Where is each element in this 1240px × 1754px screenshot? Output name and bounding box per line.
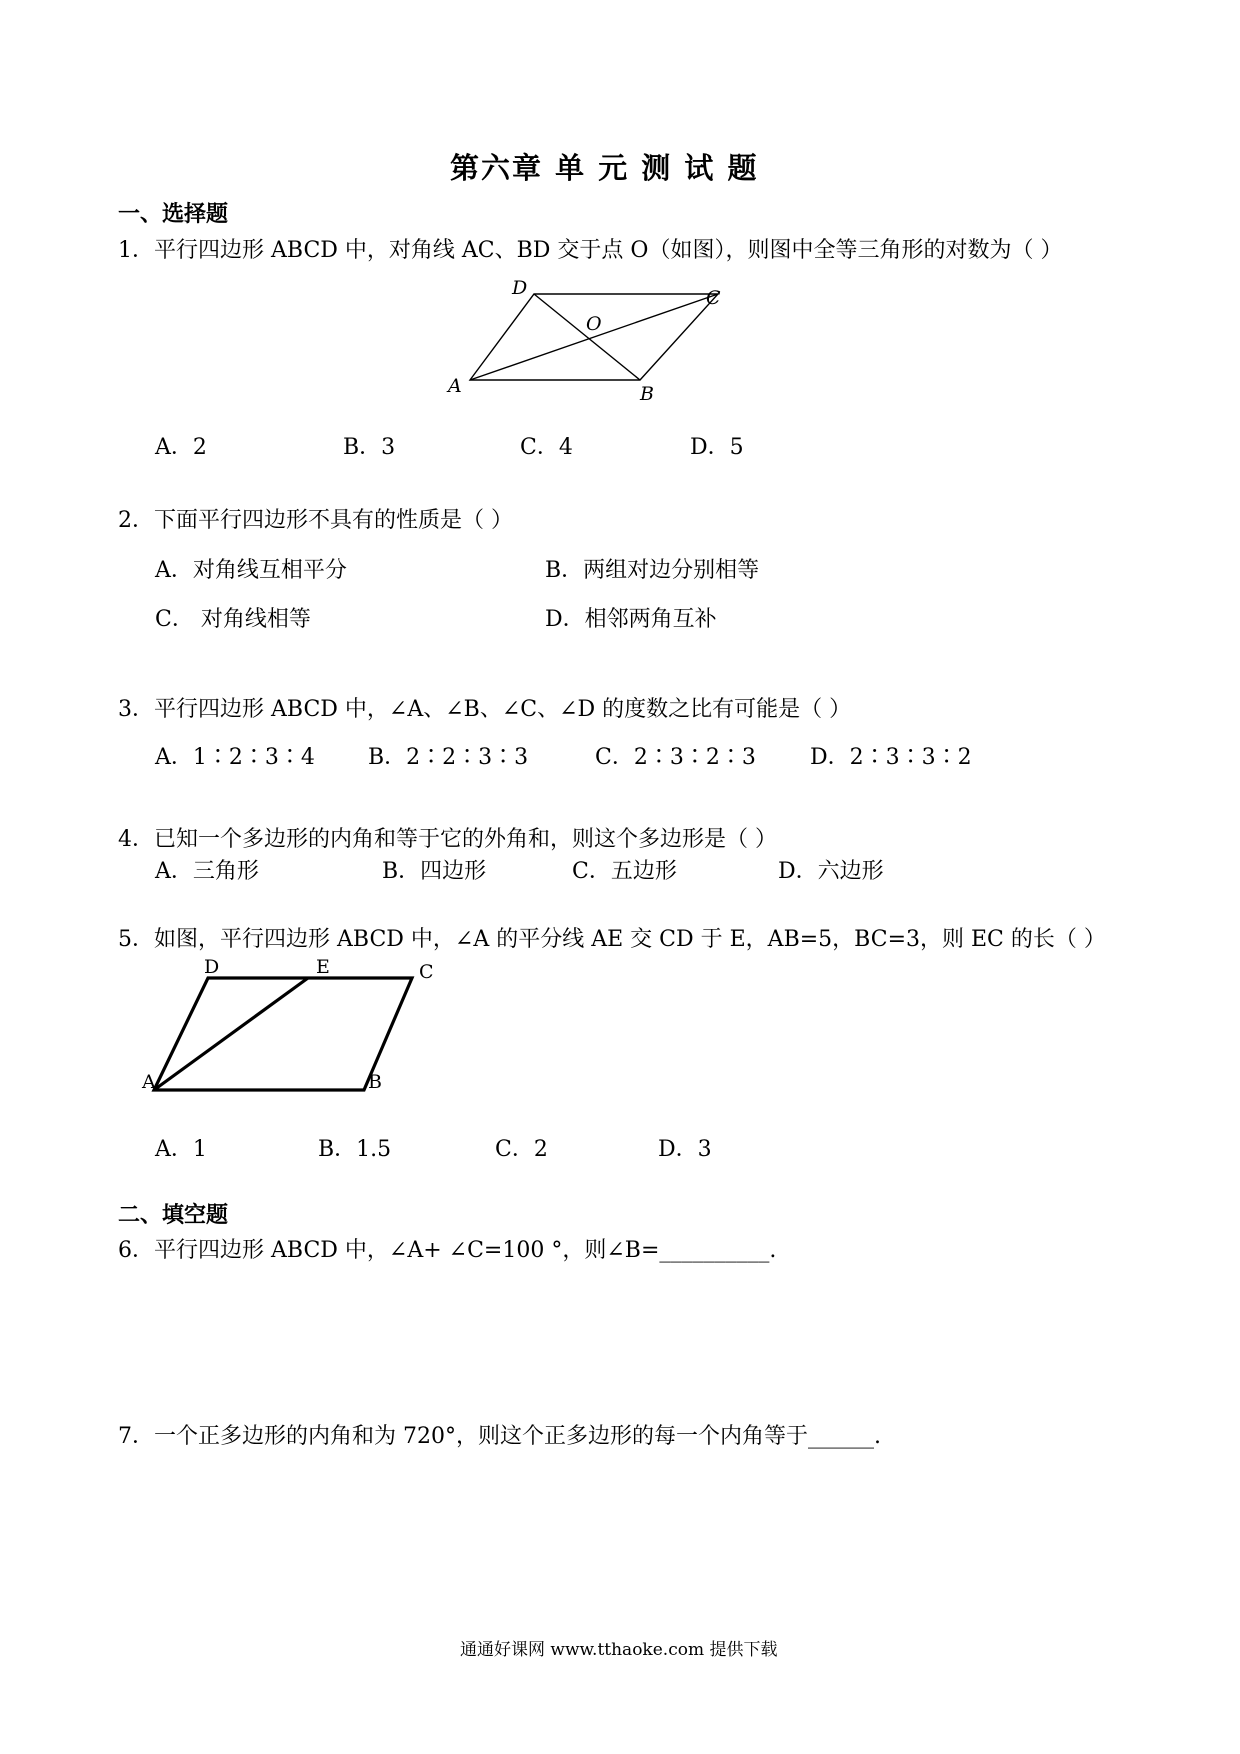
question-4-text: 4．已知一个多边形的内角和等于它的外角和，则这个多边形是（ ） xyxy=(118,827,777,852)
page-footer: 通通好课网 www.tthaoke.com 提供下载 xyxy=(460,1640,778,1660)
q1-option-a: A．2 xyxy=(155,435,207,460)
q5-option-c: C．2 xyxy=(495,1137,548,1162)
q1-vertex-label-c: C xyxy=(706,287,721,309)
q1-parallelogram-figure xyxy=(440,278,750,410)
q2-option-b: B．两组对边分别相等 xyxy=(545,558,760,583)
question-6-text: 6．平行四边形 ABCD 中，∠A+ ∠C=100 °，则∠B=__________. xyxy=(118,1238,777,1263)
q3-option-a: A．1∶2∶3∶4 xyxy=(155,745,315,770)
q5-point-label-e: E xyxy=(316,958,330,978)
q5-vertex-label-b: B xyxy=(368,1071,382,1093)
q4-option-c: C．五边形 xyxy=(572,859,677,884)
q5-bisector-ae xyxy=(154,978,308,1090)
q2-option-a: A．对角线互相平分 xyxy=(155,558,347,583)
q3-option-c: C．2∶3∶2∶3 xyxy=(595,745,756,770)
q1-vertex-label-d: D xyxy=(512,278,528,299)
q1-vertex-label-a: A xyxy=(448,375,462,397)
section-heading-fill-blank: 二、填空题 xyxy=(118,1203,229,1228)
q4-option-d: D．六边形 xyxy=(778,859,884,884)
q1-center-label-o: O xyxy=(586,313,602,335)
question-5-text: 5．如图，平行四边形 ABCD 中，∠A 的平分线 AE 交 CD 于 E，AB=5，BC=3，则 EC 的长（ ） xyxy=(118,927,1106,952)
q2-option-c: C． 对角线相等 xyxy=(155,607,311,632)
q5-option-a: A．1 xyxy=(155,1137,207,1162)
q3-option-d: D．2∶3∶3∶2 xyxy=(810,745,972,770)
question-3-text: 3．平行四边形 ABCD 中，∠A、∠B、∠C、∠D 的度数之比有可能是（ ） xyxy=(118,697,852,722)
q1-option-c: C．4 xyxy=(520,435,573,460)
q5-vertex-label-c: C xyxy=(419,961,434,983)
q1-diagonal-ac xyxy=(470,294,718,380)
q5-vertex-label-a: A xyxy=(142,1071,156,1093)
q3-option-b: B．2∶2∶3∶3 xyxy=(368,745,529,770)
q4-option-a: A．三角形 xyxy=(155,859,259,884)
question-7-text: 7．一个正多边形的内角和为 720°，则这个正多边形的每一个内角等于______. xyxy=(118,1424,881,1449)
q2-option-d: D．相邻两角互补 xyxy=(545,607,717,632)
q1-option-b: B．3 xyxy=(343,435,396,460)
q1-option-d: D．5 xyxy=(690,435,744,460)
section-heading-choice: 一、选择题 xyxy=(118,202,229,227)
q1-diagonal-bd xyxy=(534,294,640,380)
q4-option-b: B．四边形 xyxy=(382,859,487,884)
question-1-text: 1．平行四边形 ABCD 中，对角线 AC、BD 交于点 O（如图），则图中全等三角形的对数为（ ） xyxy=(118,238,1063,263)
q5-parallelogram-figure xyxy=(136,958,446,1100)
page-title: 第六章 单 元 测 试 题 xyxy=(450,151,759,185)
q5-option-b: B．1.5 xyxy=(318,1137,392,1162)
q5-option-d: D．3 xyxy=(658,1137,712,1162)
q5-vertex-label-d: D xyxy=(204,958,220,978)
question-2-text: 2．下面平行四边形不具有的性质是（ ） xyxy=(118,508,513,533)
q1-vertex-label-b: B xyxy=(640,383,654,405)
